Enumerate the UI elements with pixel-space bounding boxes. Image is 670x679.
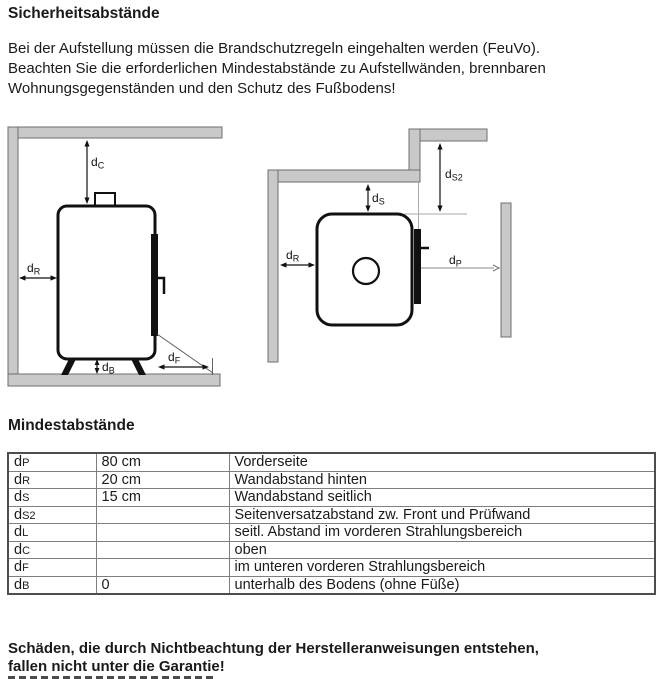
value-cell (96, 559, 229, 577)
ds-label: $d_S$ (372, 191, 385, 207)
intro-line: Beachten Sie die erforderlichen Mindestabstände zu Aufstellwänden, brennbaren (8, 60, 546, 77)
dp-label: $d_P$ (449, 253, 462, 269)
value-cell (96, 541, 229, 559)
symbol-cell: dP (8, 453, 96, 471)
dr-label: $d_R$ (27, 261, 41, 277)
intro-line: Bei der Aufstellung müssen die Brandschutzregeln eingehalten werden (FeuVo). (8, 40, 540, 57)
table-row (8, 471, 655, 489)
table-row (8, 489, 655, 507)
table-row (8, 576, 655, 594)
value-cell: 80 cm (96, 453, 229, 471)
df-label: $d_F$ (168, 350, 181, 366)
dr-top-label: $d_R$ (286, 248, 300, 264)
ds2-label: $d_{S2}$ (445, 167, 463, 183)
warranty-warning (8, 640, 663, 675)
description-cell: Seitenversatzabstand zw. Front und Prüfwand (229, 506, 655, 524)
symbol-cell: dB (8, 576, 96, 594)
db-arrow (95, 359, 100, 374)
test-wall (501, 203, 511, 337)
warranty-warning-line: Schäden, die durch Nichtbeachtung der Herstelleranweisungen entstehen, (8, 640, 539, 657)
min-distances-heading: Mindestabstände (8, 417, 135, 434)
min-distances-table (7, 452, 656, 595)
symbol-cell: dS (8, 489, 96, 507)
stove-door (151, 234, 158, 336)
table-row (8, 506, 655, 524)
description-cell: oben (229, 541, 655, 559)
value-cell: 15 cm (96, 489, 229, 507)
rear-wall-top-view (268, 170, 278, 362)
stove-leg (131, 359, 146, 375)
symbol-cell: dF (8, 559, 96, 577)
table-row (8, 559, 655, 577)
offset-wall-top (409, 129, 487, 141)
db-label: $d_B$ (102, 360, 115, 376)
description-cell: im unteren vorderen Strahlungsbereich (229, 559, 655, 577)
flue-outlet (353, 258, 379, 284)
warranty-warning-line: fallen nicht unter die Garantie! (8, 657, 225, 675)
description-cell: Wandabstand hinten (229, 471, 655, 489)
side-wall (268, 170, 420, 182)
rear-wall (8, 127, 18, 386)
ds-arrow (365, 184, 370, 212)
floor (8, 374, 220, 386)
symbol-cell: dC (8, 541, 96, 559)
table-row (8, 524, 655, 542)
intro-paragraph (8, 39, 663, 99)
symbol-cell: dL (8, 524, 96, 542)
stove-side-view (58, 206, 155, 359)
installation-diagrams (0, 115, 670, 405)
top-view-diagram (268, 129, 511, 362)
value-cell: 0 (96, 576, 229, 594)
door-handle (158, 278, 164, 294)
value-cell (96, 506, 229, 524)
table-row (8, 453, 655, 471)
description-cell: Vorderseite (229, 453, 655, 471)
stove-door-top-view (414, 229, 421, 304)
intro-line: Wohnungsgegenständen und den Schutz des Fußbodens! (8, 80, 396, 97)
symbol-cell: dS2 (8, 506, 96, 524)
ceiling-wall (8, 127, 222, 138)
description-cell: unterhalb des Bodens (ohne Füße) (229, 576, 655, 594)
ds2-arrow (437, 143, 442, 212)
description-cell: seitl. Abstand im vorderen Strahlungsbereich (229, 524, 655, 542)
page-title: Sicherheitsabstände (8, 5, 160, 22)
dc-arrow (84, 140, 89, 204)
stove-leg (61, 359, 76, 375)
value-cell (96, 524, 229, 542)
description-cell: Wandabstand seitlich (229, 489, 655, 507)
value-cell: 20 cm (96, 471, 229, 489)
side-view-diagram (8, 127, 222, 386)
table-row (8, 541, 655, 559)
symbol-cell: dR (8, 471, 96, 489)
dc-label: $d_C$ (91, 155, 105, 171)
